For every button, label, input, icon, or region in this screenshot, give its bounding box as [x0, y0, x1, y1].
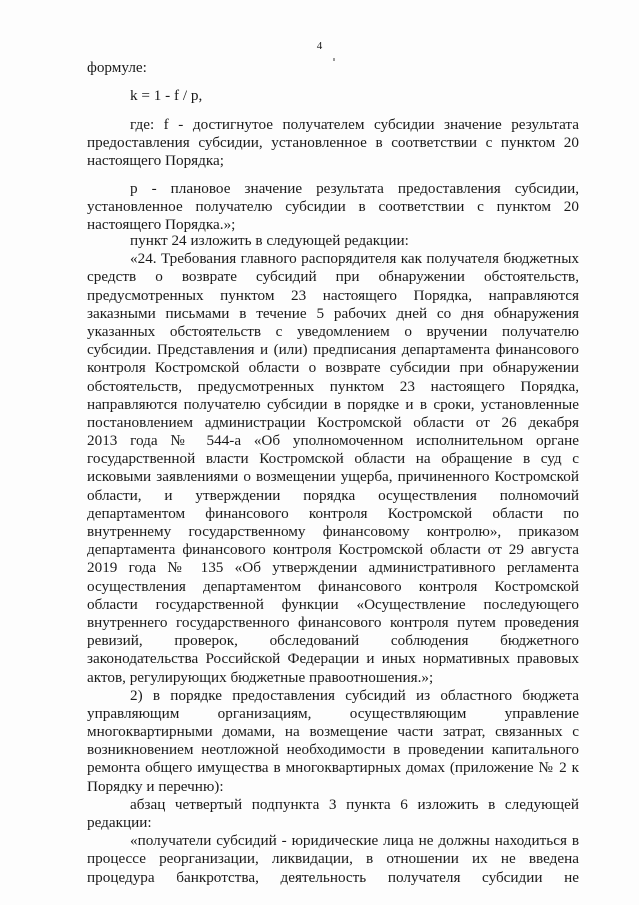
text-line: редакции: [87, 814, 152, 831]
text-line: ремонта общего имущества в многоквартирных домах (приложение № 2 к [87, 759, 579, 777]
text-line: обстоятельств, предусмотренных пунктом 23 настоящего Порядка, [87, 377, 579, 395]
text-line: исковыми заявлениями о возмещении ущерба, причиненного Костромской [87, 468, 579, 486]
text-line: субсидии. Представления и (или) предписания департамента финансового [87, 341, 579, 359]
text-line: процессе реорганизации, ликвидации, в отношении их не введена [87, 850, 579, 868]
text-line: 2013 года № 544-а «Об уполномоченном исполнительном органе [87, 432, 579, 450]
text-line: направляются получателю субсидии в порядке и в сроки, установленные [87, 395, 579, 413]
text-line: внутреннему государственному финансовому контролю», приказом [87, 523, 579, 540]
text-line: внутреннего государственного финансового контроля путем проведения [87, 613, 579, 631]
text-line: p - плановое значение результата предоставления субсидии, [130, 180, 579, 197]
text-line: процедура банкротства, деятельность получателя субсидии не [87, 868, 579, 886]
formula [87, 87, 579, 105]
text-line: абзац четвертый подпункта 3 пункта 6 изложить в следующей [130, 795, 579, 813]
text-line: департамента финансового контроля Костромской области от 29 августа [87, 541, 579, 559]
text-line: предусмотренных пунктом 23 настоящего Порядка, направляются [87, 286, 579, 304]
text-line: установленное получателю субсидии в соответствии с пунктом 20 [87, 198, 579, 216]
text-line: 2019 года № 135 «Об утверждении административного регламента [87, 559, 579, 577]
text-line: 2) в порядке предоставления субсидий из областного бюджета [130, 686, 579, 704]
text-line: Порядку и перечню): [87, 777, 224, 795]
text-line: «24. Требования главного распорядителя как получателя бюджетных [130, 250, 579, 268]
paragraph-where-p [87, 180, 579, 235]
text-line: области государственной функции «Осуществление последующего [87, 595, 579, 613]
text-line: управляющим организациям, осуществляющим управление [87, 704, 579, 722]
text-line: актов, регулирующих бюджетные правоотношения.»; [87, 668, 434, 686]
paragraph-where-f [87, 116, 579, 171]
text-line: ревизий, проверок, обследований соблюдения бюджетного [87, 632, 579, 650]
text-line: настоящего Порядка; [87, 152, 224, 170]
text-line: где: f - достигнутое получателем субсидии значение результата [130, 116, 579, 133]
main-text [87, 232, 579, 887]
text-line: постановлением администрации Костромской области от 26 декабря [87, 413, 579, 431]
text-line: области, и утверждении порядка осуществления полномочий [87, 486, 579, 504]
formula-line: k = 1 - f / p, [130, 87, 203, 104]
text-line: контроля Костромской области о возврате субсидии при обнаружении [87, 359, 579, 377]
text-line: возникновением неотложной необходимости в проведении капитального [87, 741, 579, 759]
text-line: формуле: [87, 59, 147, 76]
text-line: заказными письмами в течение 5 рабочих дней со дня обнаружения [87, 304, 579, 322]
text-line: настоящего Порядка.»; [87, 216, 236, 234]
text-line: пункт 24 изложить в следующей редакции: [130, 232, 409, 249]
text-line: предоставления субсидии, установленное в соответствии с пунктом 20 [87, 134, 579, 152]
text-line: законодательства Российской Федерации и иных нормативных правовых [87, 650, 579, 668]
page-number: 4 [316, 40, 323, 52]
text-line: «получатели субсидий - юридические лица не должны находиться в [130, 832, 579, 850]
text-line: департаментом финансового контроля Костромской области по [87, 504, 579, 522]
text-line: указанных обстоятельств с уведомлением о вручении получателю [87, 322, 579, 340]
text-line: многоквартирными домами, на возмещение части затрат, связанных с [87, 723, 579, 741]
text-line: осуществления департаментом финансового контроля Костромской [87, 577, 579, 595]
paragraph-intro [87, 59, 579, 77]
text-line: государственной власти Костромской области на обращение в суд с [87, 450, 579, 468]
text-line: средств о возврате субсидий при обнаружении обстоятельств, [87, 268, 579, 286]
